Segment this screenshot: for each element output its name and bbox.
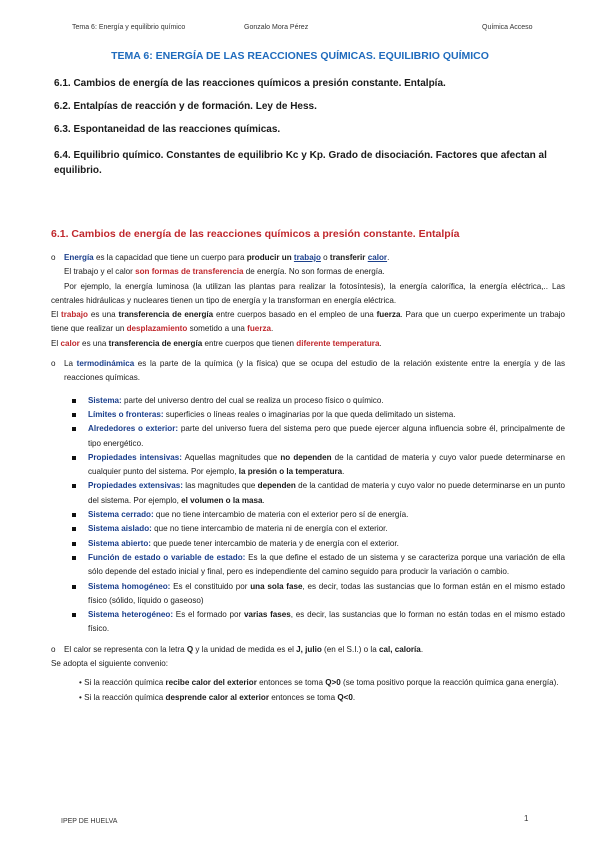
- def-term: Alrededores o exterior:: [88, 424, 179, 434]
- text: .: [271, 324, 274, 334]
- term-termodinamica: termodinámica: [76, 359, 135, 369]
- page-number: 1: [524, 814, 529, 823]
- header-author: Gonzalo Mora Pérez: [244, 24, 309, 31]
- text: es una: [88, 310, 119, 320]
- list-item: [88, 580, 565, 609]
- text-bold: transferencia de energía: [108, 338, 203, 348]
- toc-item-6-2: 6.2. Entalpías de reacción y de formación. Ley de Hess.: [54, 101, 317, 112]
- footer-institution: IPEP DE HUELVA: [61, 818, 118, 825]
- paragraph-convenio: Se adopta el siguiente convenio:: [51, 659, 168, 669]
- convention-positive: [51, 676, 565, 690]
- text: .: [352, 692, 356, 702]
- paragraph-ejemplo: Por ejemplo, la energía luminosa (la utilizan las plantas para realizar la fotosíntesis), la energía calorífica, la energía eléctrica,.. Las centrales hidráulicas y nucleares tienen un tipo de energía y la transforman en energía eléctrica.: [51, 281, 565, 305]
- text: entonces se toma: [268, 692, 338, 702]
- def-term: Propiedades intensivas:: [88, 452, 182, 462]
- text: entonces se toma: [256, 678, 326, 688]
- text: .: [387, 253, 390, 262]
- document-title: TEMA 6: ENERGÍA DE LAS REACCIONES QUÍMICAS. EQUILIBRIO QUÍMICO: [111, 50, 489, 62]
- bullet-circle: o: [51, 253, 56, 262]
- def-text: .: [262, 495, 265, 505]
- paragraph-termodinamica: [51, 357, 565, 386]
- def-term: Límites o fronteras:: [88, 409, 164, 419]
- text-bold: cal, caloría: [378, 644, 421, 654]
- highlight-red: fuerza: [247, 324, 272, 334]
- text-bold: no dependen: [280, 452, 332, 462]
- list-item: [88, 422, 565, 451]
- term-calor: calor: [367, 253, 388, 262]
- bullet-circle: o: [51, 644, 56, 654]
- list-item: [88, 451, 565, 480]
- text-bold: Q: [186, 644, 194, 654]
- def-text: Es el constituido por: [170, 581, 251, 591]
- paragraph-trabajo-calor: [51, 265, 565, 279]
- text: .: [379, 338, 382, 348]
- convention-negative: [51, 691, 565, 705]
- term-trabajo: trabajo: [293, 253, 321, 262]
- text: es la parte de la química (y la física) que se ocupa del estudio de la relación existente entre la energía y de las reacciones químicas.: [64, 359, 565, 383]
- text: y la unidad de medida es el: [193, 644, 297, 654]
- text-bold: J, julio: [296, 644, 322, 654]
- bullet-circle: o: [51, 359, 56, 369]
- text: es una: [79, 338, 109, 348]
- text: o: [320, 253, 330, 262]
- paragraph-def-trabajo: [51, 308, 565, 337]
- def-text: Es el formado por: [173, 610, 244, 620]
- list-item: [88, 508, 565, 522]
- def-text: que no tiene intercambio de materia ni de energía con el exterior.: [151, 524, 388, 534]
- text: .: [420, 644, 424, 654]
- header-right: Química Acceso: [482, 24, 533, 31]
- def-term: Sistema cerrado:: [88, 510, 154, 520]
- highlight-red: diferente temperatura: [296, 338, 380, 348]
- paragraph-def-calor: [51, 337, 565, 351]
- def-term: Sistema homogéneo:: [88, 581, 171, 591]
- text-bold: varias fases: [243, 610, 291, 620]
- def-text: , es decir, todas las sustancias que lo forman están en el mismo estado físico (sólido, líquido o gaseoso): [88, 581, 565, 605]
- list-item: [88, 551, 565, 580]
- list-item: [88, 408, 565, 422]
- text: es la capacidad que tiene un cuerpo para: [93, 253, 247, 262]
- text-bold: el volumen o la masa: [181, 495, 263, 505]
- section-title: 6.1. Cambios de energía de las reacciones químicos a presión constante. Entalpía: [51, 228, 460, 240]
- text-bold: Q<0: [337, 692, 353, 702]
- text-bold: la presión o la temperatura: [238, 467, 343, 477]
- text: • Si la reacción química: [79, 692, 166, 702]
- list-item: [88, 608, 565, 637]
- paragraph-calor-q: [51, 643, 565, 657]
- def-text: parte del universo dentro del cual se realiza un proceso físico o químico.: [121, 395, 384, 405]
- list-item: [88, 479, 565, 508]
- def-text: , es decir, las sustancias que lo forman no están todas en el mismo estado físico.: [88, 610, 565, 634]
- def-text: que puede tener intercambio de materia y de energía con el exterior.: [150, 538, 399, 548]
- def-term: Propiedades extensivas:: [88, 481, 183, 491]
- highlight-red: son formas de transferencia: [135, 267, 244, 277]
- text: El trabajo y el calor: [64, 267, 136, 277]
- paragraph-energia: [51, 251, 565, 265]
- text: . Para que un cuerpo experimente un trabajo tiene que realizar un: [51, 310, 565, 334]
- def-text: superficies o líneas reales o imaginarias por la que queda delimitado un sistema.: [163, 409, 456, 419]
- text: de energía. No son formas de energía.: [243, 267, 385, 277]
- text: (en el S.I.) o la: [321, 644, 379, 654]
- definitions-list: [51, 394, 565, 637]
- def-text: de la cantidad de materia y cuyo valor no puede determinarse en un punto del sistema. Por ejemplo,: [88, 481, 565, 505]
- text-bold: desprende calor al exterior: [165, 692, 269, 702]
- list-item: [88, 394, 565, 408]
- def-text: .: [342, 467, 345, 477]
- def-text: Aquellas magnitudes que: [181, 452, 281, 462]
- def-term: Función de estado o variable de estado:: [88, 552, 246, 562]
- toc-item-6-4: 6.4. Equilibrio químico. Constantes de equilibrio Kc y Kp. Grado de disociación. Factores que afectan al equilibrio.: [54, 150, 547, 176]
- def-text: de la cantidad de materia y cuyo valor puede determinarse en cualquier punto del sistema. Por ejemplo,: [88, 452, 565, 477]
- text-bold: una sola fase: [250, 581, 303, 591]
- text-bold: fuerza: [376, 310, 401, 320]
- toc-item-6-1: 6.1. Cambios de energía de las reacciones químicos a presión constante. Entalpía.: [54, 78, 446, 89]
- highlight-red: calor: [60, 338, 80, 348]
- def-text: parte del universo fuera del sistema pero que puede ejercer alguna influencia sobre él, principalmente de tipo energético.: [88, 424, 566, 448]
- text-bold: dependen: [257, 481, 296, 491]
- text-bold: transferencia de energía: [118, 310, 214, 320]
- toc-item-6-3: 6.3. Espontaneidad de las reacciones químicas.: [54, 124, 281, 135]
- list-item: [88, 522, 565, 536]
- text: sometido a una: [187, 324, 248, 334]
- text-bold: Q>0: [325, 678, 341, 688]
- def-term: Sistema abierto:: [88, 538, 151, 548]
- highlight-red: desplazamiento: [126, 324, 188, 334]
- text: (se toma positivo porque la reacción química gana energía).: [340, 678, 559, 688]
- text: El: [51, 310, 62, 320]
- def-term: Sistema:: [88, 395, 122, 405]
- def-term: Sistema aislado:: [88, 524, 152, 534]
- term-energia: Energía: [64, 253, 94, 262]
- header-left: Tema 6: Energía y equilibrio químico: [72, 24, 186, 31]
- text: El: [51, 338, 61, 348]
- text: La: [64, 359, 77, 369]
- text: entre cuerpos que tienen: [202, 338, 297, 348]
- def-text: que no tiene intercambio de materia con el exterior pero sí de energía.: [153, 510, 409, 520]
- def-text: las magnitudes que: [182, 481, 258, 491]
- def-term: Sistema heterogéneo:: [88, 610, 174, 620]
- body-text: [51, 251, 565, 705]
- text: entre cuerpos basado en el empleo de una: [213, 310, 377, 320]
- text: El calor se representa con la letra: [64, 644, 187, 654]
- list-item: [88, 537, 565, 551]
- text-bold: recibe calor del exterior: [165, 678, 257, 688]
- highlight-red: trabajo: [61, 310, 89, 320]
- text-bold: transferir: [329, 253, 368, 262]
- def-text: Es la que define el estado de un sistema y se caracteriza porque una variación de ella sólo depende del estado inicial y final, pero es independiente del camino seguido para producir la variación o cambio.: [88, 552, 565, 577]
- text-bold: producir un: [246, 253, 294, 262]
- text: • Si la reacción química: [79, 678, 166, 688]
